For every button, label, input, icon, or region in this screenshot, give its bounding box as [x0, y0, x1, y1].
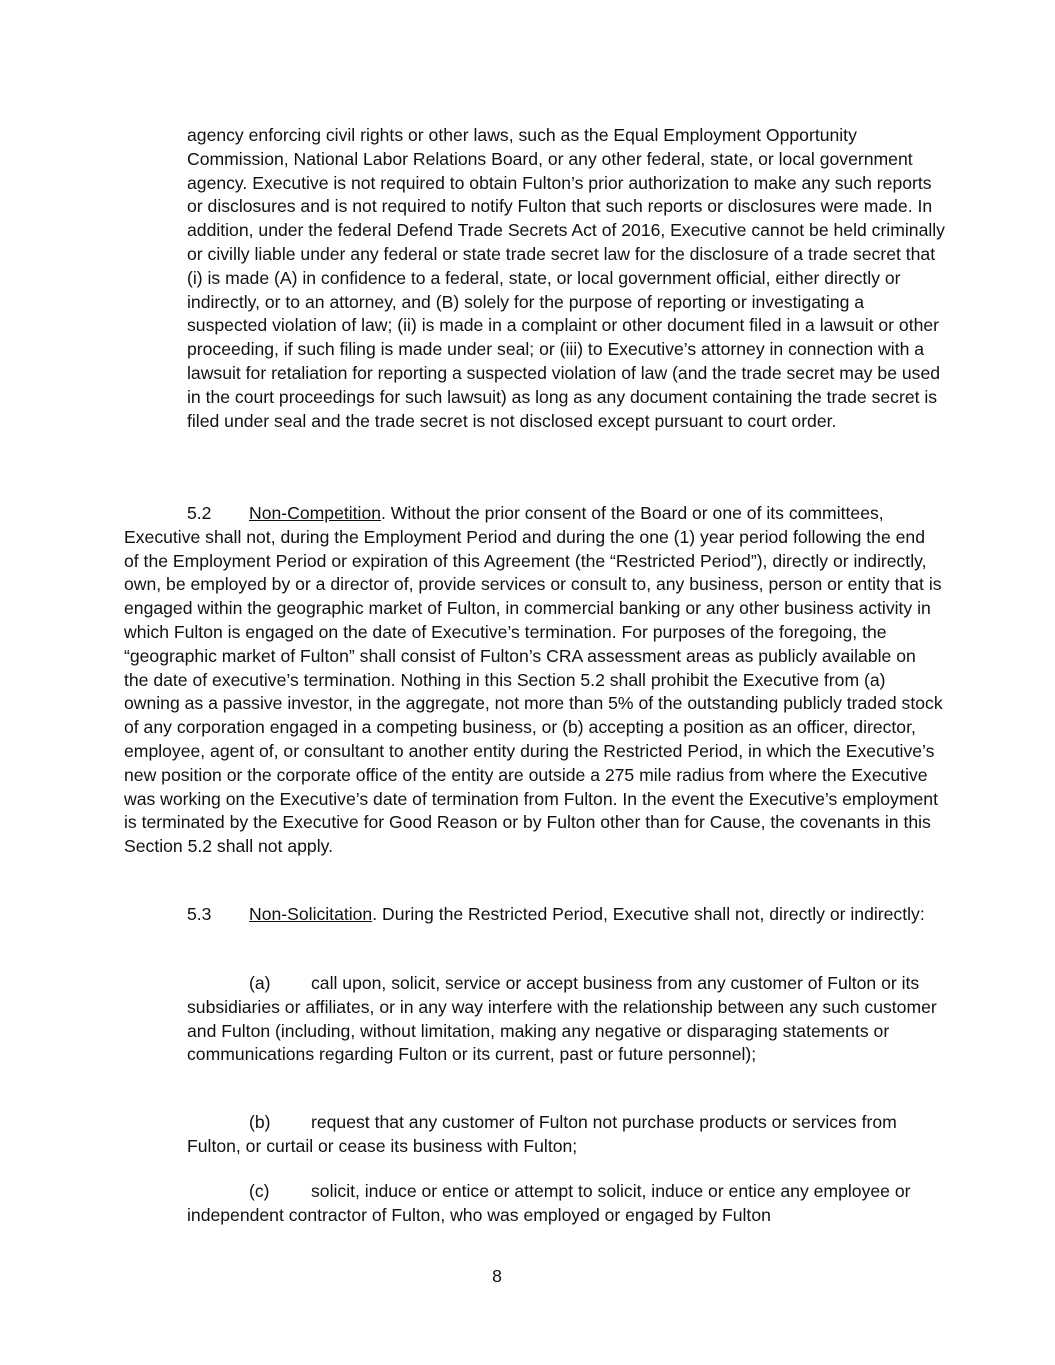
section-5-3-heading: Non-Solicitation — [249, 904, 373, 924]
list-item-b-text: request that any customer of Fulton not purchase products or services from Fulton, or curtail or cease its business with Fulton; — [187, 1112, 897, 1156]
list-item-c — [187, 1180, 947, 1228]
list-item-b-indent — [187, 1112, 249, 1132]
section-5-2-number: 5.2 — [187, 503, 212, 523]
list-item-a-text: call upon, solicit, service or accept business from any customer of Fulton or its subsidiaries or affiliates, or in any way interfere with the relationship between any such customer and Fulton (including, without limitation, making any negative or disparaging statements or communications regarding Fulton or its current, past or future personnel); — [187, 973, 937, 1065]
continuation-paragraph: agency enforcing civil rights or other laws, such as the Equal Employment Opportunity Commission, National Labor Relations Board, or any other federal, state, or local government agency. Executive is not required to obtain Fulton’s prior authorization to make any such reports or disclosures and is not required to notify Fulton that such reports or disclosures were made. In addition, under the federal Defend Trade Secrets Act of 2016, Executive cannot be held criminally or civilly liable under any federal or state trade secret law for the disclosure of a trade secret that (i) is made (A) in confidence to a federal, state, or local government official, either directly or indirectly, or to an attorney, and (B) solely for the purpose of reporting or investigating a suspected violation of law; (ii) is made in a complaint or other document filed in a lawsuit or other proceeding, if such filing is made under seal; or (iii) to Executive’s attorney in connection with a lawsuit for retaliation for reporting a suspected violation of law (and the trade secret may be used in the court proceedings for such lawsuit) as long as any document containing the trade secret is filed under seal and the trade secret is not disclosed except pursuant to court order. — [187, 125, 945, 431]
list-item-a-label: (a) — [249, 973, 271, 993]
list-item-c-text: solicit, induce or entice or attempt to solicit, induce or entice any employee or independent contractor of Fulton, who was employed or engaged by Fulton — [187, 1181, 911, 1225]
page-number: 8 — [492, 1266, 502, 1286]
list-item-a-indent — [187, 973, 249, 993]
section-5-2-indent — [124, 503, 187, 523]
list-item-c-indent — [187, 1181, 249, 1201]
list-item-b — [187, 1111, 947, 1159]
list-item-b-label: (b) — [249, 1112, 271, 1132]
section-5-3-number: 5.3 — [187, 904, 212, 924]
section-5-3-paragraph — [124, 903, 944, 927]
section-5-2-heading: Non-Competition — [249, 503, 382, 523]
section-5-3-body: . During the Restricted Period, Executive shall not, directly or indirectly: — [372, 904, 925, 924]
section-5-2-paragraph — [124, 502, 944, 859]
list-item-c-label: (c) — [249, 1181, 270, 1201]
section-5-2-body: . Without the prior consent of the Board or one of its committees, Executive shall not, during the Employment Period and during the one (1) year period following the end of the Employment Period or expiration of this Agreement (the “Restricted Period”), directly or indirectly, own, be employed by or a director of, provide services or consult to, any business, person or entity that is engaged within the geographic market of Fulton, in commercial banking or any other business activity in which Fulton is engaged on the date of Executive’s termination. For purposes of the foregoing, the “geographic market of Fulton” shall consist of Fulton’s CRA assessment areas as publicly available on the date of executive’s termination. Nothing in this Section 5.2 shall prohibit the Executive from (a) owning as a passive investor, in the aggregate, not more than 5% of the outstanding publicly traded stock of any corporation engaged in a competing business, or (b) accepting a position as an officer, director, employee, agent of, or consultant to another entity during the Restricted Period, in which the Executive’s new position or the corporate office of the entity are outside a 275 mile radius from where the Executive was working on the Executive’s date of termination from Fulton. In the event the Executive’s employment is terminated by the Executive for Good Reason or by Fulton other than for Cause, the covenants in this Section 5.2 shall not apply. — [124, 503, 943, 857]
section-5-3-indent — [124, 904, 187, 924]
list-item-a — [187, 972, 947, 1067]
